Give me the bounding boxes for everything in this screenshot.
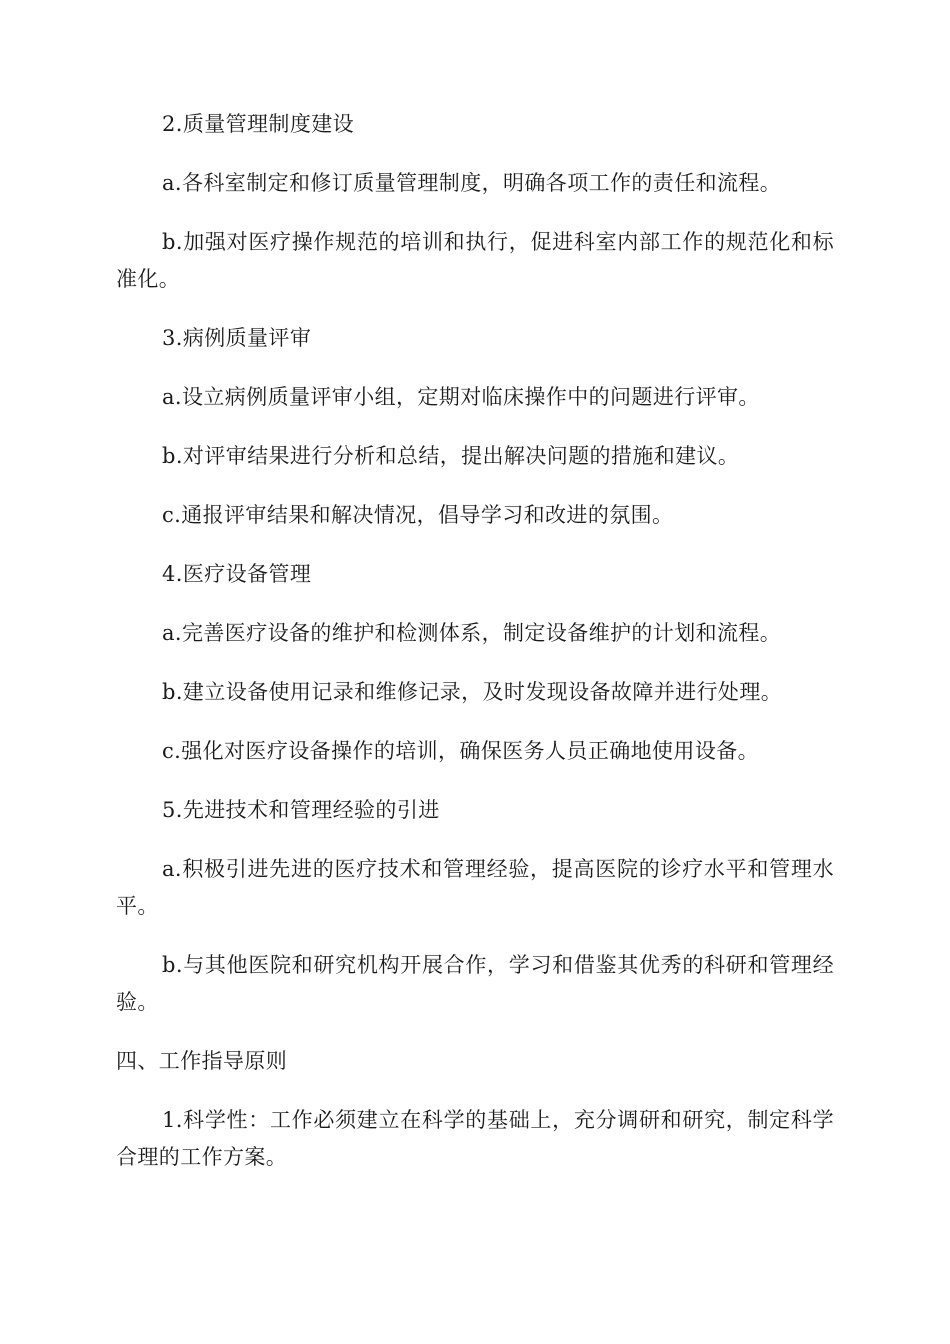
section-heading-equipment: 4.医疗设备管理: [162, 562, 312, 586]
chapter-heading-principles: 四、工作指导原则: [116, 1049, 288, 1073]
section-heading-quality-system: 2.质量管理制度建设: [162, 112, 355, 136]
paragraph: 1.科学性：工作必须建立在科学的基础上，充分调研和研究，制定科学合理的工作方案。: [116, 1108, 834, 1169]
document-body: [116, 106, 834, 1198]
section-heading-case-review: 3.病例质量评审: [162, 326, 312, 350]
section-heading-technology: 5.先进技术和管理经验的引进: [162, 798, 440, 822]
paragraph: b.建立设备使用记录和维修记录，及时发现设备故障并进行处理。: [162, 680, 783, 704]
paragraph: a.完善医疗设备的维护和检测体系，制定设备维护的计划和流程。: [162, 621, 782, 645]
paragraph: a.各科室制定和修订质量管理制度，明确各项工作的责任和流程。: [162, 171, 782, 195]
paragraph: b.加强对医疗操作规范的培训和执行，促进科室内部工作的规范化和标准化。: [116, 230, 834, 291]
paragraph: b.对评审结果进行分析和总结，提出解决问题的措施和建议。: [162, 444, 740, 468]
paragraph: b.与其他医院和研究机构开展合作，学习和借鉴其优秀的科研和管理经验。: [116, 953, 834, 1014]
paragraph: a.积极引进先进的医疗技术和管理经验，提高医院的诊疗水平和管理水平。: [116, 857, 834, 918]
paragraph: c.强化对医疗设备操作的培训，确保医务人员正确地使用设备。: [162, 739, 760, 763]
paragraph: a.设立病例质量评审小组，定期对临床操作中的问题进行评审。: [162, 385, 760, 409]
paragraph: c.通报评审结果和解决情况，倡导学习和改进的氛围。: [162, 503, 674, 527]
